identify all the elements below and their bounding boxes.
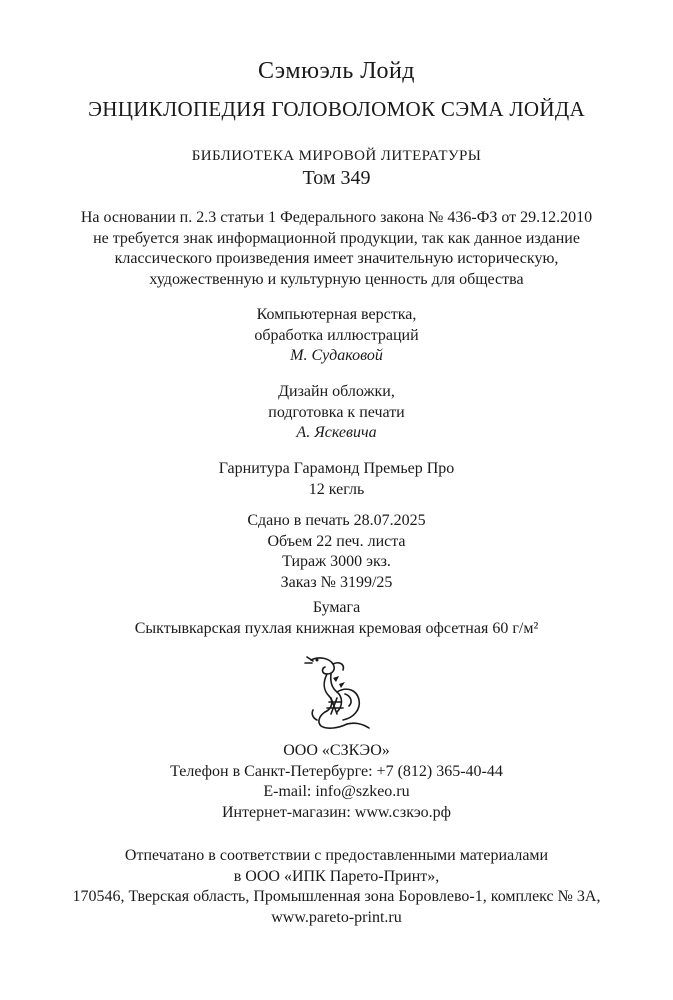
paper-label: Бумага <box>312 599 361 616</box>
print-info <box>0 511 673 593</box>
printer-line: в ООО «ИПК Парето-Принт», <box>233 867 440 885</box>
layout-role: обработка иллюстраций <box>254 326 419 344</box>
dragon-emblem-icon <box>303 654 373 730</box>
publisher-info <box>0 741 673 823</box>
print-date: Сдано в печать 28.07.2025 <box>247 512 426 529</box>
law-notice-line: художественную и культурную ценность для общества <box>149 270 524 288</box>
book-title: ЭНЦИКЛОПЕДИЯ ГОЛОВОЛОМОК СЭМА ЛОЙДА <box>88 97 585 121</box>
printer-line: www.pareto-print.ru <box>271 908 402 926</box>
law-notice-line: На основании п. 2.3 статьи 1 Федерального закона № 436-ФЗ от 29.12.2010 <box>80 209 593 226</box>
volume-number: Том 349 <box>302 167 371 189</box>
publisher-phone: Телефон в Санкт-Петербурге: +7 (812) 365-40-44 <box>170 762 503 780</box>
layout-person: М. Судаковой <box>290 347 383 364</box>
paper-info <box>0 598 673 639</box>
typeface: Гарнитура Гарамонд Премьер Про <box>218 460 455 477</box>
series-name: БИБЛИОТЕКА МИРОВОЙ ЛИТЕРАТУРЫ <box>191 148 482 164</box>
print-volume: Объем 22 печ. листа <box>267 532 406 550</box>
cover-role: подготовка к печати <box>268 403 405 421</box>
layout-role: Компьютерная верстка, <box>256 306 417 323</box>
publisher-name: ООО «СЗКЭО» <box>283 742 390 759</box>
paper-type: Сыктывкарская пухлая книжная кремовая офсетная 60 г/м² <box>134 619 539 637</box>
law-notice-line: не требуется знак информационной продукции, так как данное издание <box>93 229 580 247</box>
law-notice <box>0 208 673 290</box>
cover-credit <box>0 382 673 444</box>
layout-credit <box>0 305 673 367</box>
publisher-shop: Интернет-магазин: www.сзкэо.рф <box>221 803 452 821</box>
printer-line: Отпечатано в соответствии с предоставленными материалами <box>124 847 549 864</box>
law-notice-line: классического произведения имеет значительную историческую, <box>114 250 559 267</box>
type-size: 12 кегль <box>308 480 365 498</box>
order-number: Заказ № 3199/25 <box>280 573 393 591</box>
publisher-email: E-mail: info@szkeo.ru <box>263 783 410 800</box>
author-name: Сэмюэль Лойд <box>257 58 416 84</box>
printer-info <box>0 846 673 928</box>
typography-info <box>0 459 673 500</box>
cover-person: А. Яскевича <box>296 424 377 441</box>
printer-line: 170546, Тверская область, Промышленная зона Боровлево-1, комплекс № 3А, <box>72 888 601 905</box>
cover-role: Дизайн обложки, <box>278 383 395 400</box>
print-run: Тираж 3000 экз. <box>282 553 391 570</box>
